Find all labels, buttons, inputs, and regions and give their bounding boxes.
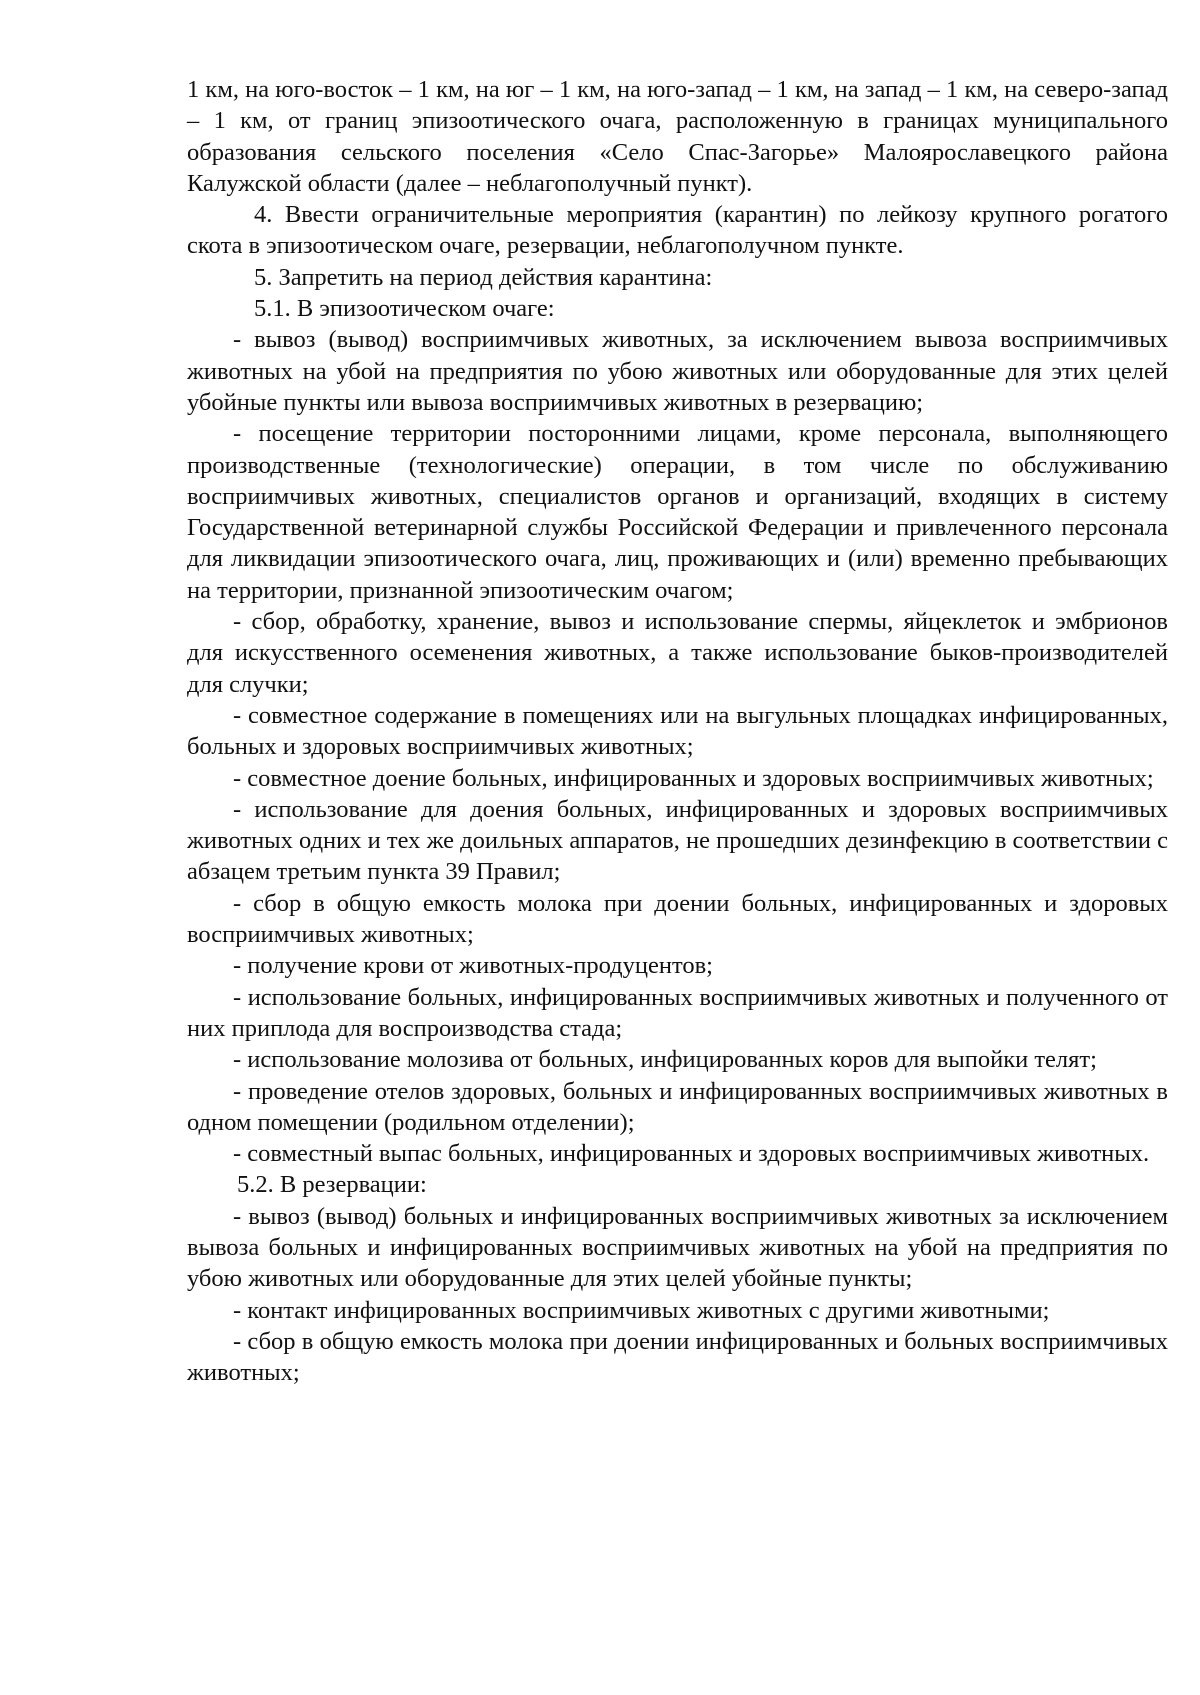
paragraph-zone-boundaries: 1 км, на юго-восток – 1 км, на юг – 1 км, на юго-запад – 1 км, на запад – 1 км, на северо-запад – 1 км, от границ эпизоотического очага, расположенную в границах муниципального образования сельского поселения «Село Спас-Загорье» Малоярославецкого района Калужской области (далее – неблагополучный пункт). [187,76,1168,197]
list-item: - сбор в общую емкость молока при доении инфицированных и больных восприимчивых животных; [187,1327,1168,1387]
paragraph-item-5-2-heading: 5.2. В резервации: [237,1171,427,1199]
list-item: - совместное содержание в помещениях или на выгульных площадках инфицированных, больных и здоровых восприимчивых животных; [187,701,1168,761]
list-item: - вывоз (вывод) больных и инфицированных восприимчивых животных за исключением вывоза больных и инфицированных восприимчивых животных на убой на предприятия по убою животных или оборудованные для этих целей убойные пункты; [187,1202,1168,1293]
list-item: - проведение отелов здоровых, больных и инфицированных восприимчивых животных в одном помещении (родильном отделении); [187,1077,1168,1136]
list-item: - посещение территории посторонними лицами, кроме персонала, выполняющего производственные (технологические) операции, в том числе по обслуживанию восприимчивых животных, специалистов органов и организаций, входящих в систему Государственной ветеринарной службы Российской Федерации и привлеченного персонала для ликвидации эпизоотического очага, лиц, проживающих и (или) временно пребывающих на территории, признанной эпизоотическим очагом; [187,420,1168,604]
list-item: - вывоз (вывод) восприимчивых животных, за исключением вывоза восприимчивых животных на убой на предприятия по убою животных или оборудованные для этих целей убойные пункты или вывоза восприимчивых животных в резервацию; [187,326,1168,416]
list-item: - совместное доение больных, инфицированных и здоровых восприимчивых животных; [233,764,1154,792]
list-item: - использование больных, инфицированных восприимчивых животных и полученного от них приплода для воспроизводства стада; [187,983,1168,1042]
list-item: - совместный выпас больных, инфицированных и здоровых восприимчивых животных. [233,1140,1150,1168]
document-body [187,74,1168,1388]
paragraph-item-4-quarantine: 4. Ввести ограничительные мероприятия (карантин) по лейкозу крупного рогатого скота в эпизоотическом очаге, резервации, неблагополучном пункте. [187,201,1168,260]
list-item: - получение крови от животных-продуцентов; [233,952,713,980]
list-item: - использование молозива от больных, инфицированных коров для выпойки телят; [233,1046,1097,1074]
list-item: - использование для доения больных, инфицированных и здоровых восприимчивых животных одних и тех же доильных аппаратов, не прошедших дезинфекцию в соответствии с абзацем третьим пункта 39 Правил; [187,795,1168,886]
list-item: - сбор в общую емкость молока при доении больных, инфицированных и здоровых восприимчивых животных; [187,889,1168,949]
list-item: - сбор, обработку, хранение, вывоз и использование спермы, яйцеклеток и эмбрионов для искусственного осеменения животных, а также использование быков-производителей для случки; [187,608,1168,698]
list-item: - контакт инфицированных восприимчивых животных с другими животными; [233,1296,1050,1324]
paragraph-item-5-prohibit: 5. Запретить на период действия карантина: [254,263,713,291]
paragraph-item-5-1-heading: 5.1. В эпизоотическом очаге: [254,295,555,323]
